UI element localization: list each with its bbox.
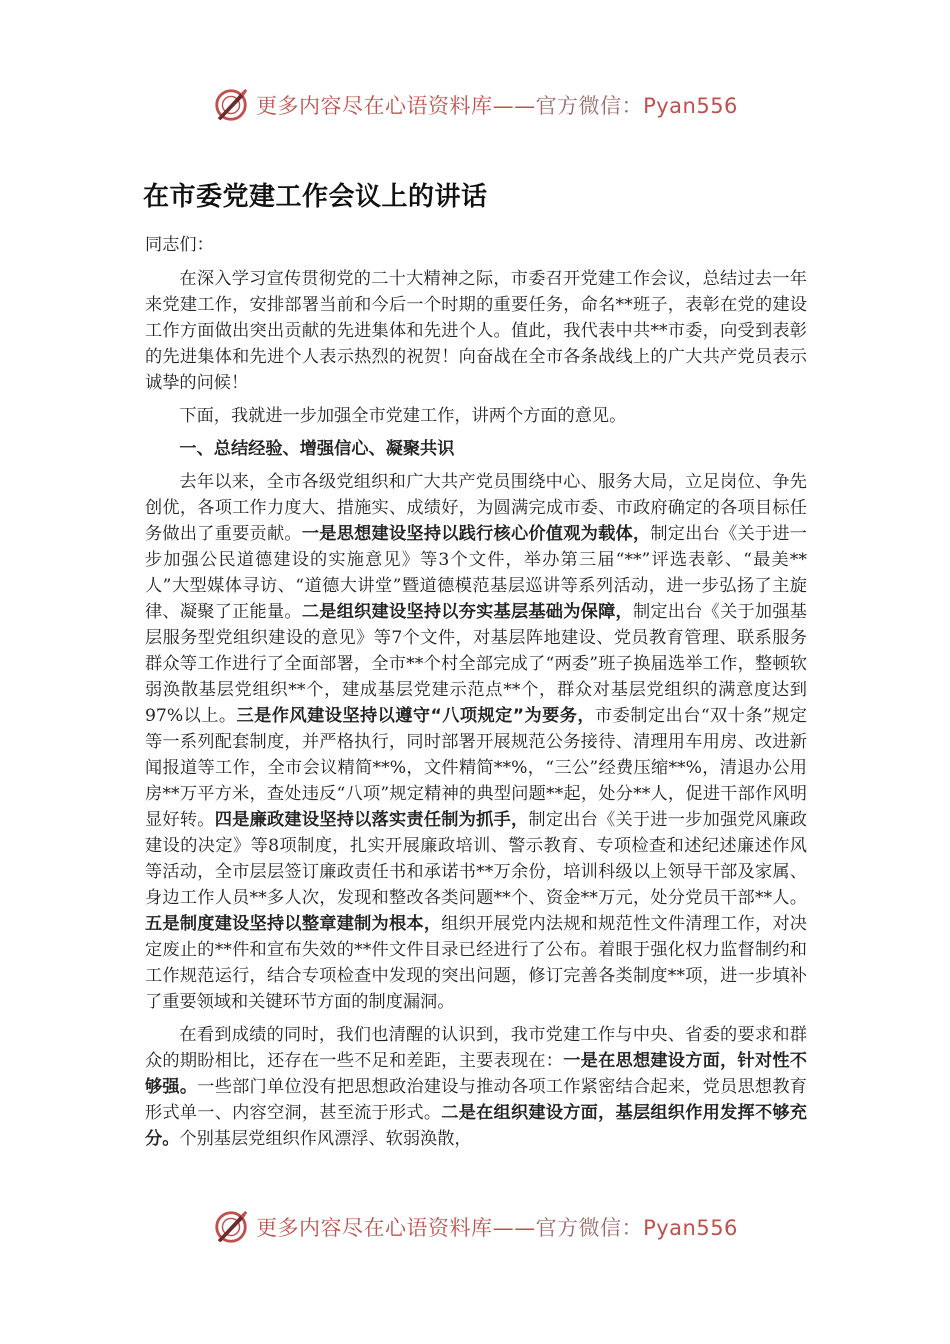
achievements-paragraph [145, 469, 807, 1015]
text-run: 组织开展党内法规和规范性文件清理工作，对决定废止的**件和宣布失效的**件文件目录已经进行了公布。着眼于强化权力监督制约和工作规范运行，结合专项检查中发现的突出问题，修订完善各类制度**项，进一步填补了重要领域和关键环节方面的制度漏洞。 [145, 914, 807, 1012]
pen-circle-logo-icon [212, 86, 250, 124]
bold-point-3: 三是作风建设坚持以遵守“八项规定”为要务， [236, 706, 596, 726]
text-run: 在看到成绩的同时，我们也清醒的认识到，我市党建工作与中央、省委的要求和群众的期盼相比，还存在一些不足和差距，主要表现在： [145, 1025, 807, 1071]
bold-issue-2: 二是在组织建设方面，基层组织作用发挥不够充分。 [145, 1103, 807, 1149]
text-run: 去年以来，全市各级党组织和广大共产党员围绕中心、服务大局，立足岗位、争先创优，各项工作力度大、措施实、成绩好，为圆满完成市委、市政府确定的各项目标任务做出了重要贡献。 [145, 472, 807, 544]
banner-text [256, 1212, 738, 1242]
document-body [145, 232, 807, 1159]
banner-main-text: 更多内容尽在心语资料库 [256, 1216, 493, 1240]
banner-dash: —— [492, 1216, 536, 1240]
salutation: 同志们： [145, 235, 214, 255]
text-run: 制定出台《关于进一步加强公民道德建设的实施意见》等3个文件，举办第三届“**”评选表彰、“最美**人”大型媒体寻访、“道德大讲堂”暨道德模范基层巡讲等系列活动，进一步弘扬了主旋律、凝聚了正能量。 [145, 524, 807, 622]
pen-circle-logo-icon [212, 1208, 250, 1246]
banner-wechat-id: Pyan556 [643, 1216, 738, 1240]
transition-paragraph: 下面，我就进一步加强全市党建工作，讲两个方面的意见。 [179, 406, 627, 426]
document-title: 在市委党建工作会议上的讲话 [143, 182, 488, 212]
text-run: 市委制定出台“双十条”规定等一系列配套制度，并严格执行，同时部署开展规范公务接待、清理用车用房、改进新闻报道等工作，全市会议精简**%，文件精简**%，“三公”经费压缩**%，清退办公用房**万平方米，查处违反“八项”规定精神的典型问题**起，处分**人，促进干部作风明显好转。 [145, 706, 807, 830]
text-run: 一些部门单位没有把思想政治建设与推动各项工作紧密结合起来，党员思想教育形式单一、内容空洞，甚至流于形式。 [145, 1077, 807, 1123]
bold-issue-1: 一是在思想建设方面，针对性不够强。 [145, 1051, 807, 1097]
bold-point-1: 一是思想建设坚持以践行核心价值观为载体， [301, 524, 651, 544]
text-run: 个别基层党组织作风漂浮、软弱涣散， [179, 1129, 472, 1149]
text-run: 制定出台《关于加强基层服务型党组织建设的意见》等7个文件，对基层阵地建设、党员教育管理、联系服务群众等工作进行了全面部署，全市**个村全部完成了“两委”班子换届选举工作，整顿软弱涣散基层党组织**个，建成基层党建示范点**个，群众对基层党组织的满意度达到97%以上。 [145, 602, 807, 726]
text-run: 制定出台《关于进一步加强党风廉政建设的决定》等8项制度，扎实开展廉政培训、警示教育、专项检查和述纪述廉述作风等活动，全市层层签订廉政责任书和承诺书**万余份，培训科级以上领导干部及家属、身边工作人员**多人次，发现和整改各类问题**个、资金**万元，处分党员干部**人。 [145, 810, 807, 908]
banner-label: 官方微信： [535, 1216, 644, 1240]
banner-label: 官方微信： [535, 94, 644, 118]
banner-dash: —— [492, 94, 536, 118]
bold-point-5: 五是制度建设坚持以整章建制为根本， [145, 914, 442, 934]
bold-point-4: 四是廉政建设坚持以落实责任制为抓手， [214, 810, 529, 830]
banner-main-text: 更多内容尽在心语资料库 [256, 94, 493, 118]
bold-point-2: 二是组织建设坚持以夯实基层基础为保障， [301, 602, 633, 622]
banner-wechat-id: Pyan556 [643, 94, 738, 118]
banner-text [256, 90, 738, 120]
shortcomings-paragraph [145, 1022, 807, 1152]
header-banner [0, 80, 950, 130]
section-heading-1: 一、总结经验、增强信心、凝聚共识 [179, 439, 455, 459]
intro-paragraph: 在深入学习宣传贯彻党的二十大精神之际，市委召开党建工作会议，总结过去一年来党建工作，安排部署当前和今后一个时期的重要任务，命名**班子，表彰在党的建设工作方面做出突出贡献的先进集体和先进个人。值此，我代表中共**市委，向受到表彰的先进集体和先进个人表示热烈的祝贺！向奋战在全市各条战线上的广大共产党员表示诚挚的问候！ [145, 269, 807, 393]
footer-banner [0, 1202, 950, 1252]
